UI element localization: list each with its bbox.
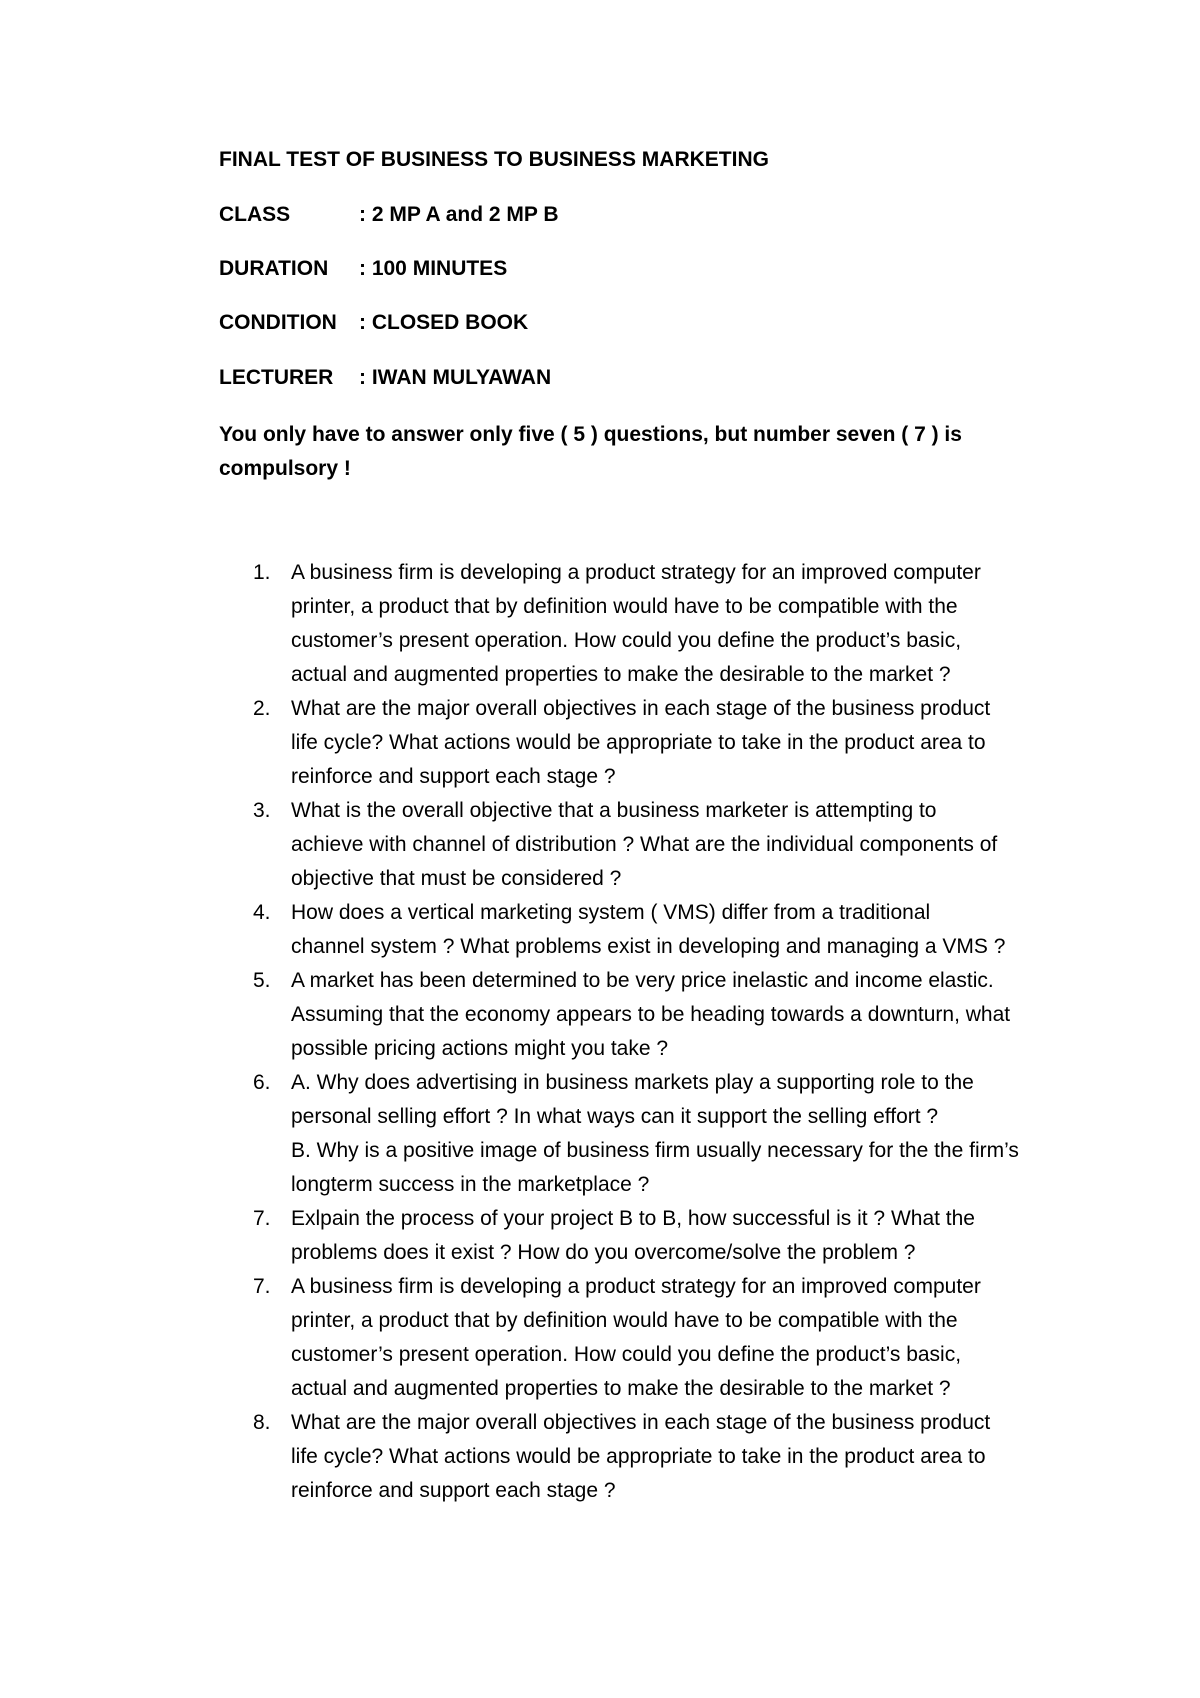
question-text-line: actual and augmented properties to make the desirable to the market ? bbox=[291, 663, 951, 686]
question-item bbox=[219, 794, 1069, 896]
meta-label: DURATION bbox=[219, 257, 329, 280]
question-text-line: Assuming that the economy appears to be heading towards a downturn, what bbox=[291, 1003, 1011, 1026]
meta-label: LECTURER bbox=[219, 366, 334, 389]
question-text-line: reinforce and support each stage ? bbox=[291, 765, 616, 788]
question-text-line: objective that must be considered ? bbox=[291, 867, 622, 890]
question-number: 2. bbox=[253, 697, 271, 720]
question-item bbox=[219, 556, 1069, 692]
meta-label: CONDITION bbox=[219, 311, 337, 334]
meta-class bbox=[219, 203, 559, 227]
question-text-line: What are the major overall objectives in each stage of the business product bbox=[291, 1411, 991, 1434]
question-text-line: A business firm is developing a product strategy for an improved computer bbox=[291, 1275, 981, 1298]
question-text-line: B. Why is a positive image of business firm usually necessary for the the firm’s bbox=[291, 1139, 1019, 1162]
question-item bbox=[219, 1066, 1069, 1202]
question-text-line: A market has been determined to be very price inelastic and income elastic. bbox=[291, 969, 994, 992]
question-text-line: possible pricing actions might you take ? bbox=[291, 1037, 669, 1060]
question-item bbox=[219, 896, 1069, 964]
question-number: 7. bbox=[253, 1275, 271, 1298]
question-text-line: How does a vertical marketing system ( VMS) differ from a traditional bbox=[291, 901, 931, 924]
instruction-text: You only have to answer only five ( 5 ) questions, but number seven ( 7 ) is compulsory ! bbox=[219, 423, 962, 480]
question-number: 3. bbox=[253, 799, 271, 822]
question-list bbox=[219, 556, 1069, 1508]
question-item bbox=[219, 1202, 1069, 1270]
question-text-line: A business firm is developing a product strategy for an improved computer bbox=[291, 561, 981, 584]
question-text-line: What is the overall objective that a business marketer is attempting to bbox=[291, 799, 937, 822]
question-text-line: achieve with channel of distribution ? What are the individual components of bbox=[291, 833, 998, 856]
question-number: 8. bbox=[253, 1411, 271, 1434]
meta-value: : IWAN MULYAWAN bbox=[359, 366, 552, 389]
question-text-line: personal selling effort ? In what ways can it support the selling effort ? bbox=[291, 1105, 939, 1128]
meta-lecturer bbox=[219, 366, 551, 390]
question-number: 4. bbox=[253, 901, 271, 924]
question-text-line: What are the major overall objectives in each stage of the business product bbox=[291, 697, 991, 720]
question-number: 6. bbox=[253, 1071, 271, 1094]
question-number: 7. bbox=[253, 1207, 271, 1230]
question-text-line: customer’s present operation. How could you define the product’s basic, bbox=[291, 1343, 962, 1366]
question-text-line: problems does it exist ? How do you overcome/solve the problem ? bbox=[291, 1241, 916, 1264]
question-number: 1. bbox=[253, 561, 271, 584]
question-text-line: reinforce and support each stage ? bbox=[291, 1479, 616, 1502]
question-text-line: customer’s present operation. How could you define the product’s basic, bbox=[291, 629, 962, 652]
question-text-line: printer, a product that by definition would have to be compatible with the bbox=[291, 595, 958, 618]
meta-condition bbox=[219, 311, 528, 335]
question-text-line: printer, a product that by definition would have to be compatible with the bbox=[291, 1309, 958, 1332]
meta-label: CLASS bbox=[219, 203, 291, 226]
meta-duration bbox=[219, 257, 507, 281]
meta-value: : 100 MINUTES bbox=[359, 257, 508, 280]
question-text-line: A. Why does advertising in business markets play a supporting role to the bbox=[291, 1071, 974, 1094]
question-text-line: channel system ? What problems exist in developing and managing a VMS ? bbox=[291, 935, 1006, 958]
question-text-line: Exlpain the process of your project B to B, how successful is it ? What the bbox=[291, 1207, 975, 1230]
question-number: 5. bbox=[253, 969, 271, 992]
question-item bbox=[219, 692, 1069, 794]
page-title: FINAL TEST OF BUSINESS TO BUSINESS MARKETING bbox=[219, 148, 769, 171]
question-item bbox=[219, 1270, 1069, 1406]
meta-value: : CLOSED BOOK bbox=[359, 311, 529, 334]
question-text-line: life cycle? What actions would be appropriate to take in the product area to bbox=[291, 731, 986, 754]
question-item bbox=[219, 964, 1069, 1066]
question-text-line: life cycle? What actions would be appropriate to take in the product area to bbox=[291, 1445, 986, 1468]
question-text-line: actual and augmented properties to make the desirable to the market ? bbox=[291, 1377, 951, 1400]
question-text-line: longterm success in the marketplace ? bbox=[291, 1173, 650, 1196]
question-item bbox=[219, 1406, 1069, 1508]
meta-value: : 2 MP A and 2 MP B bbox=[359, 203, 559, 226]
